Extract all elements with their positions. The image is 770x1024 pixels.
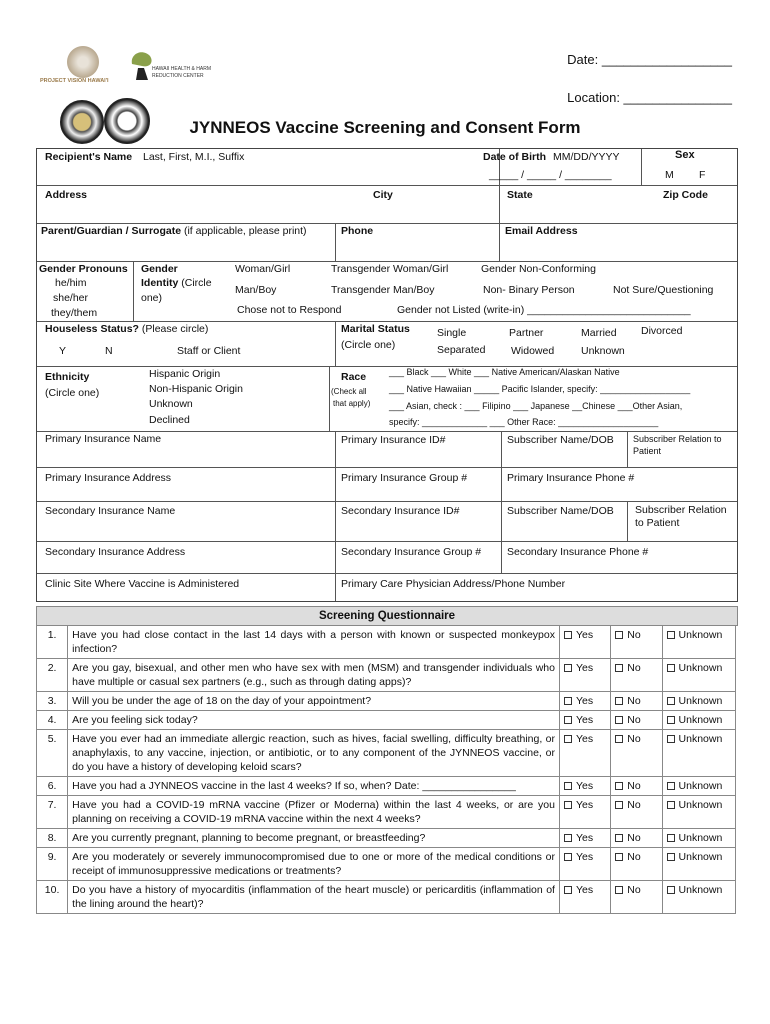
gender-identity-label-2: Identity [141,277,179,289]
harm-reduction-logo [128,50,154,84]
recipient-info-form [36,148,738,602]
marital-unknown[interactable]: Unknown [581,345,625,357]
unknown-checkbox[interactable]: Unknown [662,711,735,730]
gender-nonbinary[interactable]: Non- Binary Person [483,284,575,296]
primary-subscriber-relation[interactable]: Subscriber Relation to Patient [633,434,722,456]
ethnicity-hint: (Circle one) [45,387,100,399]
marital-label: Marital Status [341,323,410,335]
ethnicity-unknown[interactable]: Unknown [149,398,193,410]
houseless-hint: (Please circle) [141,323,209,335]
question-number: 5. [37,730,68,777]
yes-checkbox[interactable]: Yes [559,626,610,659]
clinic-site[interactable]: Clinic Site Where Vaccine is Administered [45,578,240,590]
yes-checkbox[interactable]: Yes [559,881,610,914]
pronouns-label: Gender Pronouns [39,263,128,275]
page-title: JYNNEOS Vaccine Screening and Consent Form [189,118,581,137]
question-number: 10. [37,881,68,914]
checkbox-icon [564,735,572,743]
checkbox-icon [615,716,623,724]
checkbox-icon [564,664,572,672]
secondary-insurance-name[interactable]: Secondary Insurance Name [45,505,176,517]
no-checkbox[interactable]: No [611,848,662,881]
unknown-checkbox[interactable]: Unknown [662,730,735,777]
secondary-subscriber-relation[interactable]: Subscriber Relation to Patient [635,504,727,529]
marital-divorced[interactable]: Divorced [641,325,683,337]
gender-trans-man[interactable]: Transgender Man/Boy [331,284,435,296]
question-row [37,692,736,711]
unknown-checkbox[interactable]: Unknown [662,881,735,914]
no-checkbox[interactable]: No [611,730,662,777]
race-line-4[interactable]: specify: _____________ ___ Other Race: ____________________ [389,417,659,427]
checkbox-icon [667,834,675,842]
checkbox-icon [667,697,675,705]
state-label: State [507,189,533,201]
primary-care-physician[interactable]: Primary Care Physician Address/Phone Number [341,578,566,590]
marital-separated[interactable]: Separated [437,344,486,356]
question-row [37,829,736,848]
yes-checkbox[interactable]: Yes [559,730,610,777]
question-number: 1. [37,626,68,659]
date-field[interactable]: Date: __________________ [567,52,732,67]
city-label: City [373,189,393,201]
question-text: Are you currently pregnant, planning to become pregnant, or breastfeeding? [68,829,560,848]
question-row [37,848,736,881]
checkbox-icon [667,801,675,809]
question-number: 3. [37,692,68,711]
no-checkbox[interactable]: No [611,829,662,848]
primary-insurance-address[interactable]: Primary Insurance Address [45,472,172,484]
question-row [37,796,736,829]
checkbox-icon [564,834,572,842]
checkbox-icon [564,631,572,639]
gender-unsure[interactable]: Not Sure/Questioning [613,284,714,296]
no-checkbox[interactable]: No [611,796,662,829]
marital-married[interactable]: Married [581,327,617,339]
pronoun-he[interactable]: he/him [55,277,87,289]
checkbox-icon [667,664,675,672]
no-checkbox[interactable]: No [611,881,662,914]
gender-one-hint: one) [141,292,163,304]
checkbox-icon [615,631,623,639]
unknown-checkbox[interactable]: Unknown [662,777,735,796]
checkbox-icon [615,886,623,894]
question-text: Will you be under the age of 18 on the day of your appointment? [68,692,560,711]
gender-chose-not[interactable]: Chose not to Respond [237,304,342,316]
checkbox-icon [615,735,623,743]
checkbox-icon [667,886,675,894]
yes-checkbox[interactable]: Yes [559,777,610,796]
dob-format: MM/DD/YYYY [553,151,620,163]
question-text: Have you had close contact in the last 14 days with a person with known or suspected monkeypox infection? [68,626,560,659]
checkbox-icon [564,801,572,809]
question-row [37,730,736,777]
gender-not-listed[interactable]: Gender not Listed (write-in) ____________________________ [397,304,691,316]
question-number: 9. [37,848,68,881]
yes-checkbox[interactable]: Yes [559,659,610,692]
race-label: Race [341,371,367,383]
address-label: Address [45,189,88,201]
question-text: Do you have a history of myocarditis (inflammation of the heart muscle) or pericarditis (inflammation of the lining around the heart)? [68,881,560,914]
race-line-2[interactable]: ___ Native Hawaiian _____ Pacific Islander, specify: __________________ [389,384,691,394]
no-checkbox[interactable]: No [611,777,662,796]
sex-f-option[interactable]: F [699,169,706,181]
ethnicity-label: Ethnicity [45,371,90,383]
question-text: Have you had a COVID-19 mRNA vaccine (Pfizer or Moderna) within the last 4 weeks, or are you planning on receiving a COVID-19 mRNA vaccine within the next 4 weeks? [68,796,560,829]
question-row [37,711,736,730]
recipient-name-hint: Last, First, M.I., Suffix [143,151,245,163]
recipient-name-input[interactable] [45,165,485,183]
checkbox-icon [667,631,675,639]
checkbox-icon [667,735,675,743]
gender-identity-label: Gender [141,263,178,275]
question-number: 2. [37,659,68,692]
question-text: Are you feeling sick today? [68,711,560,730]
gender-trans-woman[interactable]: Transgender Woman/Girl [331,263,449,275]
unknown-checkbox[interactable]: Unknown [662,692,735,711]
zip-label: Zip Code [663,189,708,201]
unknown-checkbox[interactable]: Unknown [662,829,735,848]
race-line-3[interactable]: ___ Asian, check : ___ Filipino ___ Japanese __Chinese ___Other Asian, [389,401,683,411]
marital-widowed[interactable]: Widowed [511,345,555,357]
yes-checkbox[interactable]: Yes [559,829,610,848]
checkbox-icon [615,697,623,705]
race-hint-1: (Check all [331,387,367,396]
yes-checkbox[interactable]: Yes [559,848,610,881]
question-row [37,881,736,914]
question-row [37,659,736,692]
yes-checkbox[interactable]: Yes [559,796,610,829]
pronoun-she[interactable]: she/her [53,292,89,304]
primary-insurance-id[interactable]: Primary Insurance ID# [341,434,446,446]
primary-insurance-phone[interactable]: Primary Insurance Phone # [507,472,635,484]
houseless-staff-client[interactable]: Staff or Client [177,345,241,357]
ethnicity-non-hispanic[interactable]: Non-Hispanic Origin [149,383,243,395]
ethnicity-declined[interactable]: Declined [149,414,190,426]
houseless-label: Houseless Status? [45,323,139,335]
pronoun-they[interactable]: they/them [51,307,98,319]
checkbox-icon [615,853,623,861]
unknown-checkbox[interactable]: Unknown [662,626,735,659]
no-checkbox[interactable]: No [611,659,662,692]
checkbox-icon [667,716,675,724]
gender-woman[interactable]: Woman/Girl [235,263,291,275]
checkbox-icon [615,834,623,842]
question-number: 7. [37,796,68,829]
question-row [37,626,736,659]
race-line-1[interactable]: ___ Black ___ White ___ Native American/Alaskan Native [389,367,620,377]
secondary-insurance-phone[interactable]: Secondary Insurance Phone # [507,546,649,558]
marital-hint: (Circle one) [341,339,396,351]
project-vision-logo [64,44,102,80]
project-vision-logo-text: PROJECT VISION HAWAI'I [40,78,109,84]
secondary-insurance-group[interactable]: Secondary Insurance Group # [341,546,482,558]
primary-insurance-name[interactable]: Primary Insurance Name [45,433,162,445]
checkbox-icon [615,801,623,809]
unknown-checkbox[interactable]: Unknown [662,659,735,692]
race-hint-2: that apply) [333,399,371,408]
email-label: Email Address [505,225,578,237]
checkbox-icon [615,664,623,672]
dob-label: Date of Birth [483,151,546,163]
no-checkbox[interactable]: No [611,711,662,730]
houseless-y[interactable]: Y [59,345,67,357]
location-field[interactable]: Location: _______________ [567,90,732,105]
checkbox-icon [564,853,572,861]
secondary-insurance-address[interactable]: Secondary Insurance Address [45,546,186,558]
unknown-checkbox[interactable]: Unknown [662,848,735,881]
harm-reduction-logo-text: HAWAII HEALTH & HARM REDUCTION CENTER [152,66,211,79]
unknown-checkbox[interactable]: Unknown [662,796,735,829]
houseless-n[interactable]: N [105,345,113,357]
marital-single[interactable]: Single [437,327,467,339]
question-number: 4. [37,711,68,730]
phone-label: Phone [341,225,374,237]
dob-input[interactable]: _____ / _____ / ________ [489,169,612,181]
ethnicity-hispanic[interactable]: Hispanic Origin [149,368,221,380]
question-number: 6. [37,777,68,796]
sex-m-option[interactable]: M [665,169,674,181]
question-text: Have you ever had an immediate allergic reaction, such as hives, facial swelling, difficulty breathing, or anaphylaxis, to any vaccine, injection, or antibiotic, or to any component of the JYNNEOS vaccine, or do you have a history of developing keloid scars? [68,730,560,777]
screening-heading: Screening Questionnaire [36,606,738,626]
no-checkbox[interactable]: No [611,692,662,711]
screening-table [36,625,736,914]
question-text: Are you moderately or severely immunocompromised due to one or more of the medical conditions or receipt of immunosuppressive medications or treatments? [68,848,560,881]
address-input[interactable] [45,203,485,221]
gender-nonconforming[interactable]: Gender Non-Conforming [481,263,596,275]
question-number: 8. [37,829,68,848]
marital-partner[interactable]: Partner [509,327,544,339]
checkbox-icon [564,697,572,705]
no-checkbox[interactable]: No [611,626,662,659]
checkbox-icon [564,886,572,894]
checkbox-icon [615,782,623,790]
secondary-insurance-id[interactable]: Secondary Insurance ID# [341,505,460,517]
primary-subscriber-name[interactable]: Subscriber Name/DOB [507,434,614,446]
checkbox-icon [667,853,675,861]
gender-man[interactable]: Man/Boy [235,284,277,296]
checkbox-icon [564,782,572,790]
sex-label: Sex [675,149,695,161]
yes-checkbox[interactable]: Yes [559,711,610,730]
primary-insurance-group[interactable]: Primary Insurance Group # [341,472,468,484]
question-text: Have you had a JYNNEOS vaccine in the last 4 weeks? If so, when? Date: ________________ [68,777,560,796]
question-row [37,777,736,796]
gender-circle-hint: (Circle [181,277,212,289]
guardian-label: Parent/Guardian / Surrogate (if applicable, please print) [41,225,307,237]
secondary-subscriber-name[interactable]: Subscriber Name/DOB [507,505,614,517]
question-text: Are you gay, bisexual, and other men who have sex with men (MSM) and transgender individuals who have multiple or casual sex partners (e.g., such as through dating apps)? [68,659,560,692]
checkbox-icon [564,716,572,724]
yes-checkbox[interactable]: Yes [559,692,610,711]
checkbox-icon [667,782,675,790]
recipient-name-label: Recipient's Name [45,151,133,163]
